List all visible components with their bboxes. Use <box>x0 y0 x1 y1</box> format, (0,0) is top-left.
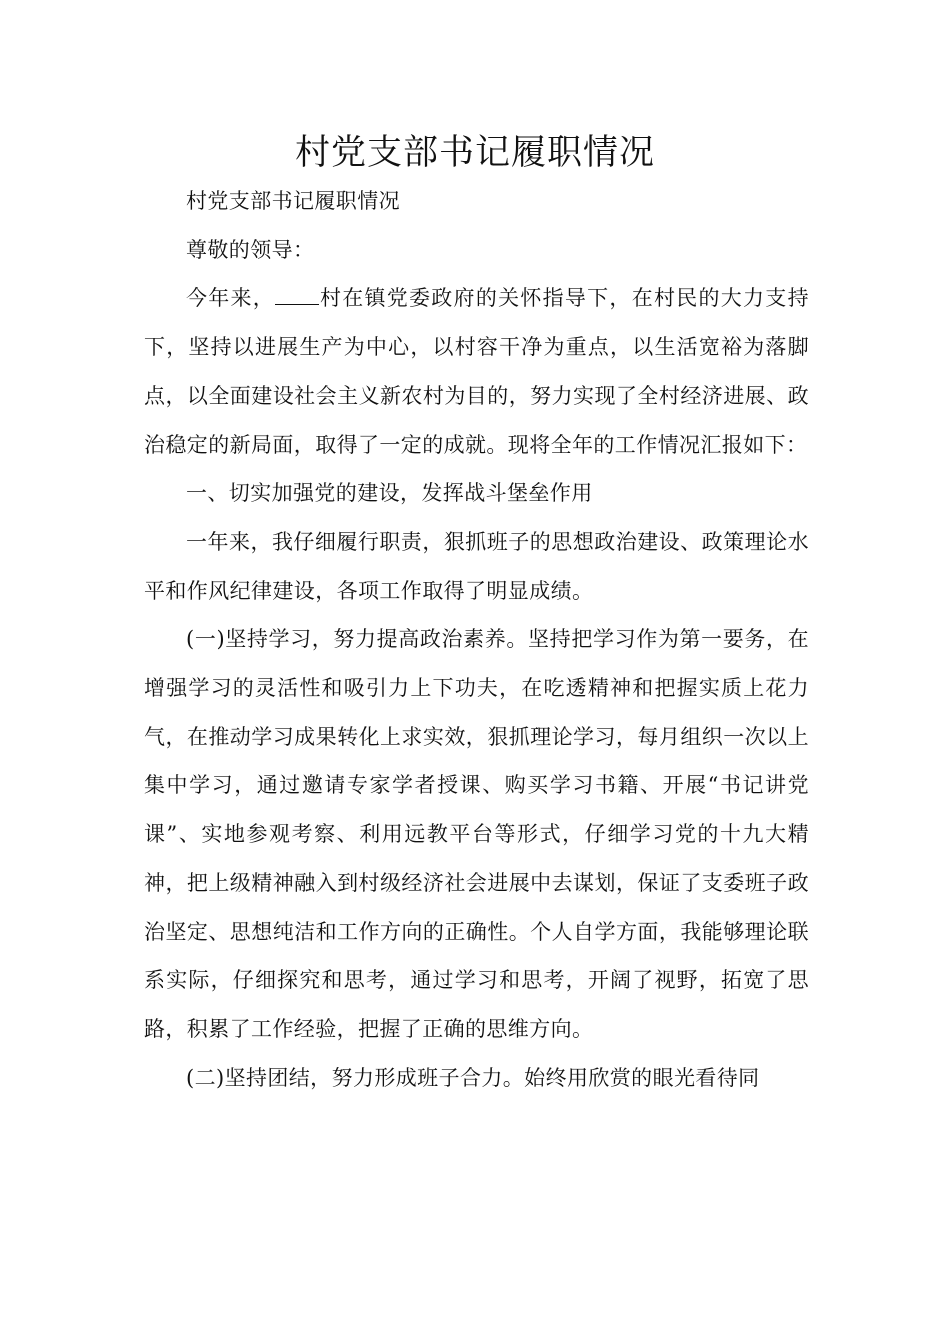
paragraph-item-2: (二)坚持团结，努力形成班子合力。始终用欣赏的眼光看待同 <box>186 1065 760 1090</box>
section-heading-1: 一、切实加强党的建设，发挥战斗堡垒作用 <box>186 481 593 506</box>
intro-prefix: 今年来， <box>186 286 276 311</box>
paragraph-item-1: (一)坚持学习，努力提高政治素养。坚持把学习作为第一要务，在增强学习的灵活性和吸引力上下功夫，在吃透精神和把握实质上花力气，在推动学习成果转化上求实效，狠抓理论学习，每月组织一次以上集中学习，通过邀请专家学者授课、购买学习书籍、开展“书记讲党课”、实地参观考察、利用远教平台等形式，仔细学习党的十九大精神，把上级精神融入到村级经济社会进展中去谋划，保证了支委班子政治坚定、思想纯洁和工作方向的正确性。个人自学方面，我能够理论联系实际，仔细探究和思考，通过学习和思考，开阔了视野，拓宽了思路，积累了工作经验，把握了正确的思维方向。 <box>144 627 809 1041</box>
blank-underline <box>275 282 319 305</box>
document-body <box>144 177 809 1102</box>
paragraph-subtitle: 村党支部书记履职情况 <box>186 189 400 213</box>
paragraph-intro <box>144 274 809 469</box>
paragraph-section-1-summary: 一年来，我仔细履行职责，狠抓班子的思想政治建设、政策理论水平和作风纪律建设，各项工作取得了明显成绩。 <box>144 529 809 603</box>
paragraph-salutation: 尊敬的领导： <box>186 237 315 262</box>
intro-suffix: 村在镇党委政府的关怀指导下，在村民的大力支持下，坚持以进展生产为中心，以村容干净为重点，以生活宽裕为落脚点，以全面建设社会主义新农村为目的，努力实现了全村经济进展、政治稳定的新局面，取得了一定的成就。现将全年的工作情况汇报如下： <box>144 286 809 457</box>
document-title: 村党支部书记履职情况 <box>294 133 655 173</box>
